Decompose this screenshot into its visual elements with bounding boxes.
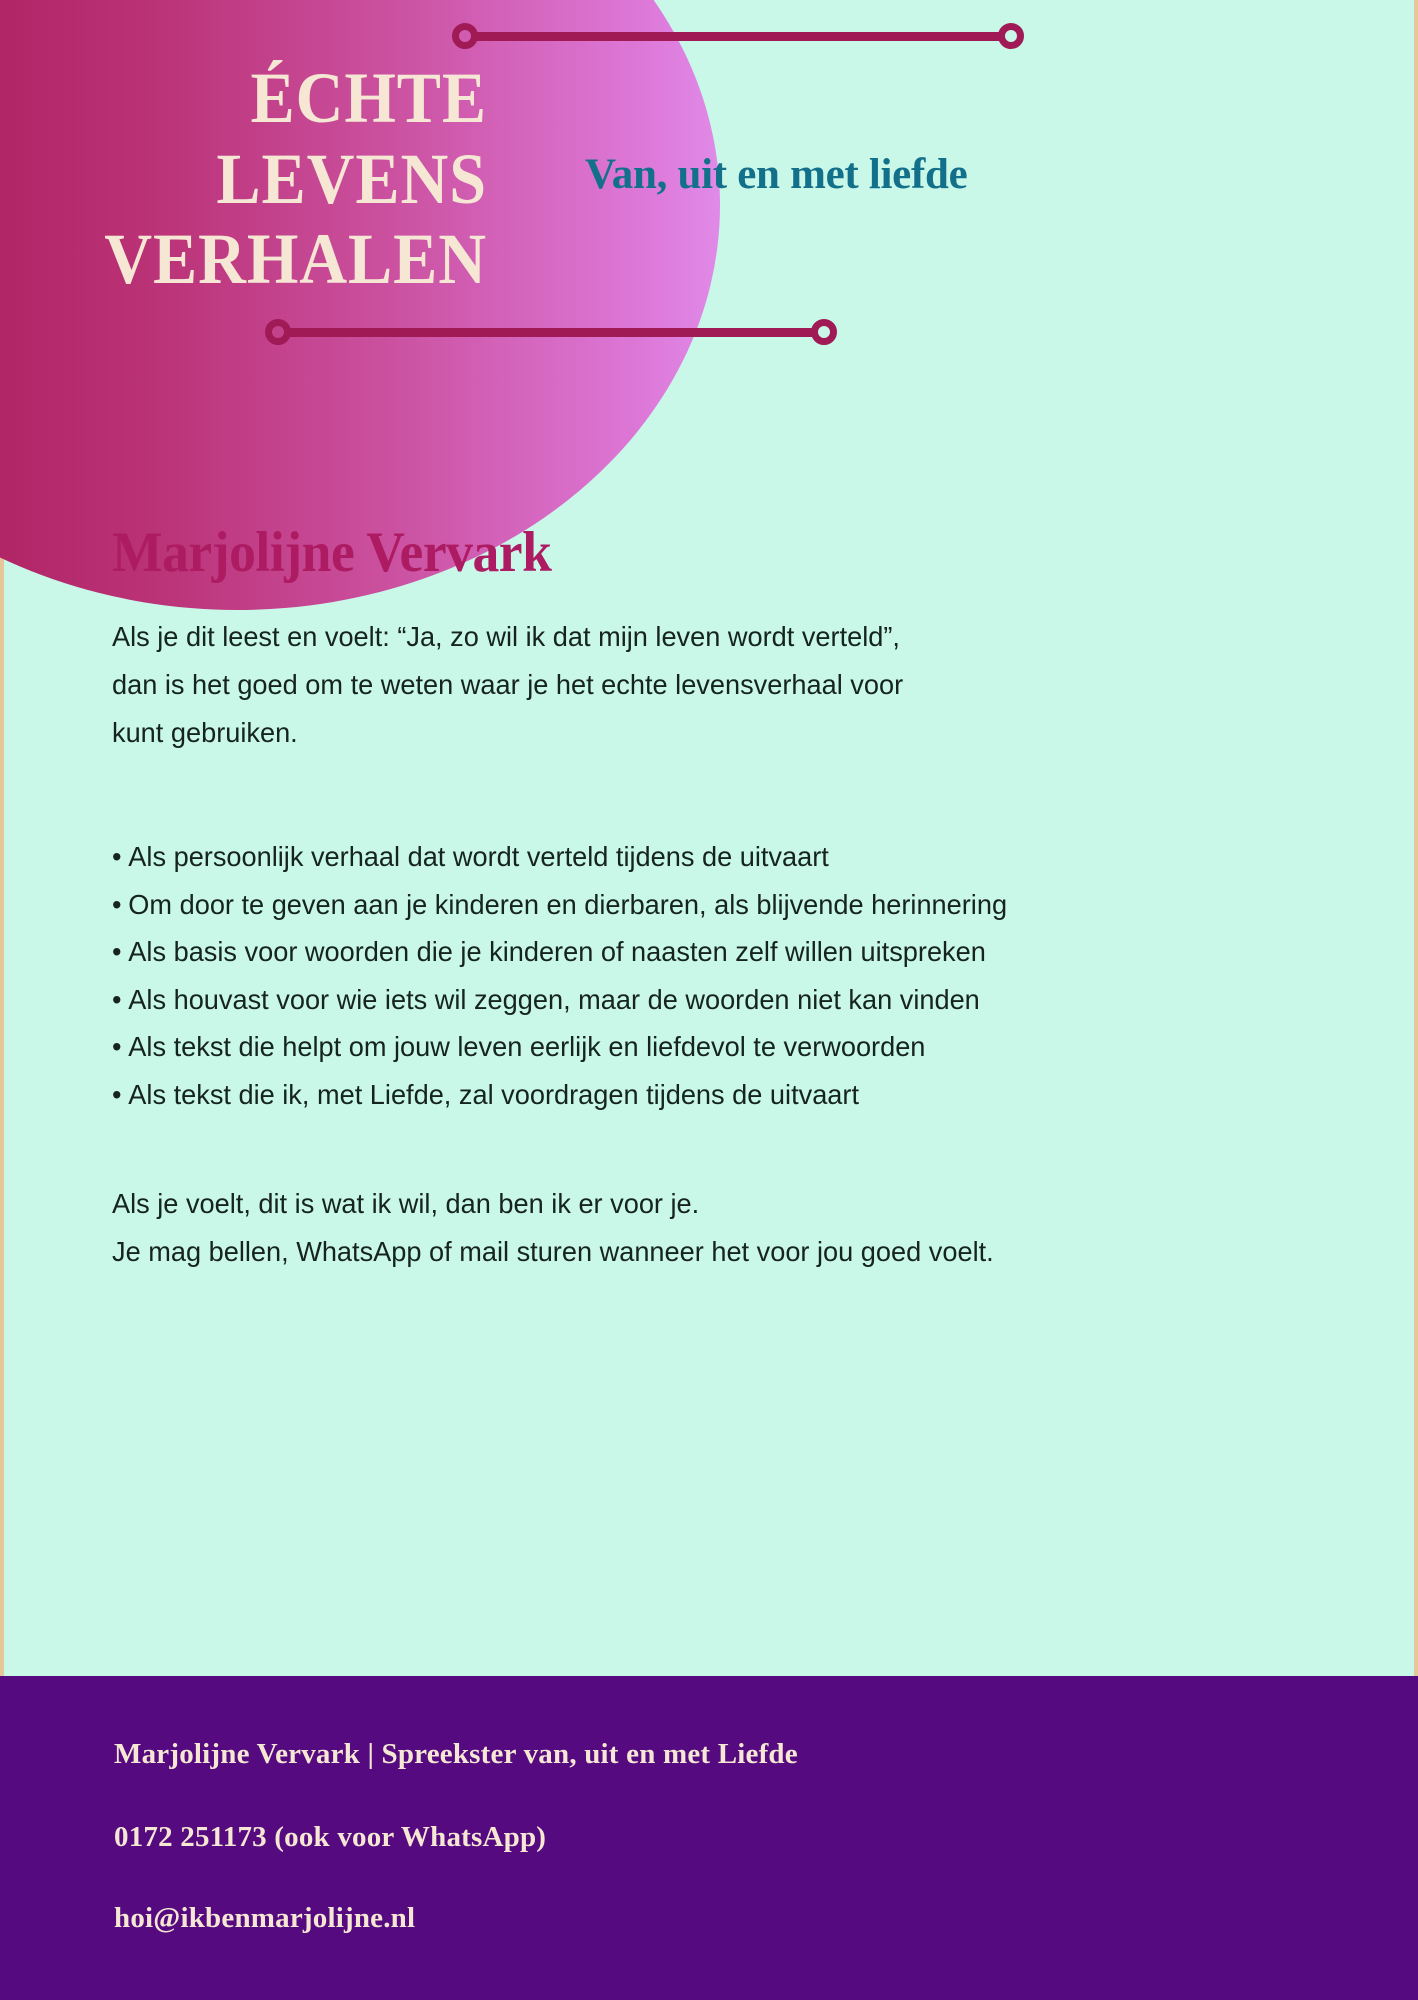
footer-name: Marjolijne Vervark | Spreekster van, uit en met Liefde	[114, 1738, 798, 1770]
bullet-icon: •	[112, 936, 122, 967]
hero-title-line-2: LEVENS	[216, 138, 487, 219]
list-item-label: Als houvast voor wie iets wil zeggen, maar de woorden niet kan vinden	[128, 983, 980, 1015]
list-item-label: Als persoonlijk verhaal dat wordt verteld tijdens de uitvaart	[128, 841, 829, 872]
hero-title	[39, 58, 487, 300]
connector-bar	[476, 32, 1000, 41]
list-item-label: Als tekst die ik, met Liefde, zal voordragen tijdens de uitvaart	[128, 1078, 859, 1110]
intro-paragraph: Als je dit leest en voelt: “Ja, zo wil ik dat mijn leven wordt verteld”, dan is het goed om te weten waar je het echte levensverhaal voor kunt gebruiken.	[112, 621, 904, 748]
hero-title-line-1: ÉCHTE	[250, 58, 487, 138]
connector-bar	[289, 328, 813, 337]
list-item	[112, 928, 1257, 976]
list-item-label: Als basis voor woorden die je kinderen of naasten zelf willen uitspreken	[128, 936, 986, 967]
list-item-label: Als tekst die helpt om jouw leven eerlijk en liefdevol te verwoorden	[128, 1031, 926, 1062]
bullet-icon: •	[112, 1031, 122, 1062]
ring-icon	[998, 23, 1024, 49]
main-content	[112, 520, 1292, 1275]
hero-title-line-3: VERHALEN	[104, 219, 487, 300]
connector-line-top	[452, 16, 1024, 56]
list-item	[112, 976, 1257, 1024]
ring-icon	[265, 319, 291, 345]
list-item	[112, 1071, 1257, 1119]
bullet-icon: •	[112, 983, 122, 1015]
hero-tagline: Van, uit en met liefde	[585, 151, 968, 198]
closing-paragraph	[112, 1180, 1292, 1275]
footer-email[interactable]: hoi@ikbenmarjolijne.nl	[114, 1902, 416, 1934]
usage-list	[112, 833, 1292, 1118]
connector-line-bottom	[265, 312, 837, 352]
list-item	[112, 881, 1257, 929]
ring-icon	[811, 319, 837, 345]
list-item-label: Om door te geven aan je kinderen en dierbaren, als blijvende herinnering	[128, 888, 1008, 920]
contact-footer	[0, 1676, 1418, 2000]
bullet-icon: •	[112, 841, 122, 872]
ring-icon	[452, 23, 478, 49]
closing-line-1: Als je voelt, dit is wat ik wil, dan ben ik er voor je.	[112, 1188, 700, 1219]
footer-phone[interactable]: 0172 251173 (ook voor WhatsApp)	[114, 1821, 547, 1853]
bullet-icon: •	[112, 1078, 122, 1110]
list-item	[112, 833, 1257, 881]
closing-line-2: Je mag bellen, WhatsApp of mail sturen wanneer het voor jou goed voelt.	[112, 1235, 994, 1267]
page-title: Marjolijne Vervark	[112, 521, 552, 584]
list-item	[112, 1023, 1257, 1071]
bullet-icon: •	[112, 888, 122, 920]
